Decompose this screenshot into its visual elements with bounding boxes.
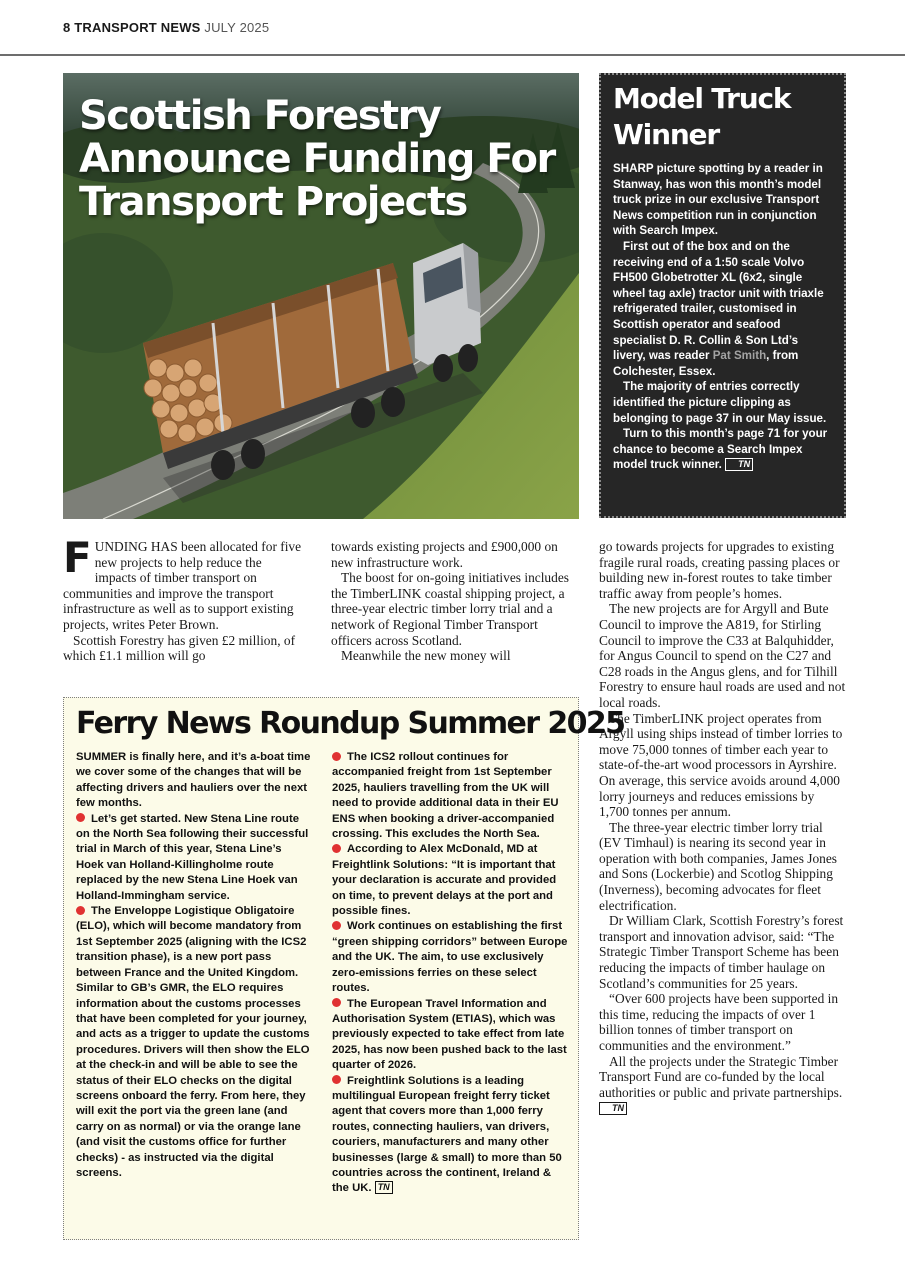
article-paragraph: The TimberLINK project operates from Argyll using ships instead of timber lorries to move 75,000 tonnes of timber each year to state-of-the-art wood processors in Ayrshire. On average, this service avoids around 4,000 lorry journeys and reduces emissions by 1,700 tonnes per annum. (599, 710, 843, 820)
headline-line-3: Transport Projects (79, 179, 467, 225)
drop-cap: F (63, 533, 92, 582)
article-paragraph: FUNDING HAS been allocated for five new projects to help reduce the impacts of timber transport on communities and improve the transport infrastructure as well as to support existing projects, writes Peter Brown. (63, 533, 302, 632)
article-column-2 (331, 539, 579, 664)
article-paragraph: Scottish Forestry has given £2 million, of which £1.1 million will go (63, 632, 296, 664)
ferry-bullet: The Enveloppe Logistique Obligatoire (ELO), which will become mandatory from 1st September 2025 (aligning with the ICS2 transition phase), is a new port pass between France and the United Kingdom. Similar to GB’s GMR, the ELO requires information about the customs processes that have been completed for your journey, and acts as a trigger to update the customs procedures. Drivers will then show the ELO at the check-in and will be able to see the status of their ELO checks on the digital screens onboard the ferry. From here, they will exit the port via the green lane (and carry on as normal) or via the orange lane (and visit the customs office for further checks) - as instructed via the digital screens. (76, 905, 310, 1179)
tn-end-mark: TN (599, 1102, 627, 1115)
page-number: 8 (63, 20, 71, 35)
tn-end-mark: TN (375, 1181, 393, 1194)
headline-line-1: Scottish Forestry (79, 93, 441, 139)
hero-image (63, 73, 579, 519)
sidebar-paragraph: The majority of entries correctly identified the picture clipping as belonging to page 37 in our May issue. (613, 380, 827, 425)
article-paragraph: Meanwhile the new money will (341, 648, 511, 664)
headline (79, 95, 569, 224)
article-paragraph: The three-year electric timber lorry trial (EV Timhaul) is nearing its second year in operation with both companies, James Jones and Sons (Lockerbie) and Scotlog Shipping (Inverness), becoming advocates for fleet electrification. (599, 819, 838, 913)
headline-line-2: Announce Funding For (79, 136, 555, 182)
sidebar-paragraph: First out of the box and on the receiving end of a 1:50 scale Volvo FH500 Globetrotter XL (6x2, single wheel tag axle) tractor unit with triaxle refrigerated trailer, customised in Scottish operator and seafood specialist D. R. Collin & Son Ltd’s livery, was reader Pat Smith, from Colchester, Essex. (613, 239, 824, 378)
article-paragraph: The new projects are for Argyll and Bute Council to improve the A819, for Stirling Council to improve the C33 at Balquhidder, for Angus Council to spend on the C27 and C28 roads in the Angus glens, and for Tilhill Forestry to ensure haul roads are used and not local roads. (599, 601, 846, 710)
ferry-news-box (63, 697, 625, 1240)
ferry-news-title: Ferry News Roundup Summer 2025 (76, 706, 625, 741)
article-paragraph: towards existing projects and £900,000 on new infrastructure work. (331, 539, 558, 570)
ferry-bullet: Let’s get started. New Stena Line route on the North Sea following their successful trial in March of this year, Stena Line’s Hoek van Holland-Killingholme route replaced by the new Stena Line Hoek van Holland-Immingham service. (76, 812, 309, 902)
sidebar-title (613, 81, 832, 153)
red-bullet-icon (332, 844, 341, 853)
page-header (63, 20, 269, 35)
sidebar-title-line-2: Winner (613, 118, 719, 151)
issue-date: JULY 2025 (204, 20, 270, 35)
ferry-bullet: According to Alex McDonald, MD at Freightlink Solutions: “It is important that your declaration is accurate and provided on time, to prevent delays at the port and possible fines. (332, 843, 557, 918)
article-paragraph: The boost for on-going initiatives includes the TimberLINK coastal shipping project, a three-year electric timber lorry trial and a network of Regional Timber Transport officers across Scotland. (331, 570, 569, 648)
publication-name: TRANSPORT NEWS (74, 20, 201, 35)
article-paragraph: “Over 600 projects have been supported in this time, reducing the impacts of over 1 billion tonnes of timber transport on communities and the environment.” (599, 991, 839, 1053)
ferry-intro: SUMMER is finally here, and it’s a-boat time we cover some of the changes that will be affecting drivers and hauliers over the next few months. (76, 751, 311, 810)
red-bullet-icon (332, 1075, 341, 1084)
red-bullet-icon (332, 998, 341, 1007)
red-bullet-icon (76, 906, 85, 915)
header-rule (0, 54, 905, 56)
red-bullet-icon (332, 921, 341, 930)
ferry-bullet: The European Travel Information and Authorisation System (ETIAS), which was previously expected to take effect from late 2025, has now been pushed back to the last quarter of 2026. (332, 997, 567, 1072)
ferry-column-2 (332, 750, 568, 1197)
ferry-bullet: Freightlink Solutions is a leading multilingual European freight ferry ticket agent that covers more than 1,000 ferry routes, connecting hauliers, van drivers, couriers, manufacturers and many other businesses (large & small) to more than 50 countries across the continent, Ireland & the UK. TN (332, 1074, 562, 1195)
article-column-1 (63, 533, 303, 664)
sidebar-paragraph: Turn to this month’s page 71 for your chance to become a Search Impex model truck winner. TN (613, 427, 828, 472)
article-paragraph: All the projects under the Strategic Timber Transport Fund are co-funded by the local authorities or public and private partnerships. TN (599, 1053, 843, 1114)
article-paragraph: go towards projects for upgrades to existing fragile rural roads, creating passing places or building new in-forest routes to take timber traffic away from people’s homes. (599, 539, 840, 601)
sidebar-title-line-1: Model Truck (613, 82, 791, 115)
sidebar-paragraph: SHARP picture spotting by a reader in Stanway, has won this month’s model truck prize in our exclusive Transport News competition run in conjunction with Search Impex. (613, 162, 823, 238)
model-truck-winner-box (599, 73, 846, 518)
article-column-3 (599, 539, 847, 1116)
tn-end-mark: TN (725, 458, 753, 471)
reader-name: Pat Smith (712, 349, 767, 363)
red-bullet-icon (76, 813, 85, 822)
ferry-news-columns (76, 750, 568, 1197)
ferry-bullet: Work continues on establishing the first “green shipping corridors” between Europe and the UK. The aim, to use exclusively zero-emissions ferries on these select routes. (332, 920, 568, 995)
ferry-bullet: The ICS2 rollout continues for accompanied freight from 1st September 2025, hauliers travelling from the UK will need to provide additional data in their EU ENS when booking a driver-accompanied crossing. This excludes the North Sea. (332, 751, 559, 841)
ferry-column-1 (76, 750, 312, 1197)
red-bullet-icon (332, 752, 341, 761)
article-paragraph: Dr William Clark, Scottish Forestry’s forest transport and innovation advisor, said: “The Strategic Timber Transport Scheme has been reducing the impacts of timber haulage on Scotland’s communities for 25 years. (599, 913, 844, 991)
sidebar-body (613, 161, 832, 473)
